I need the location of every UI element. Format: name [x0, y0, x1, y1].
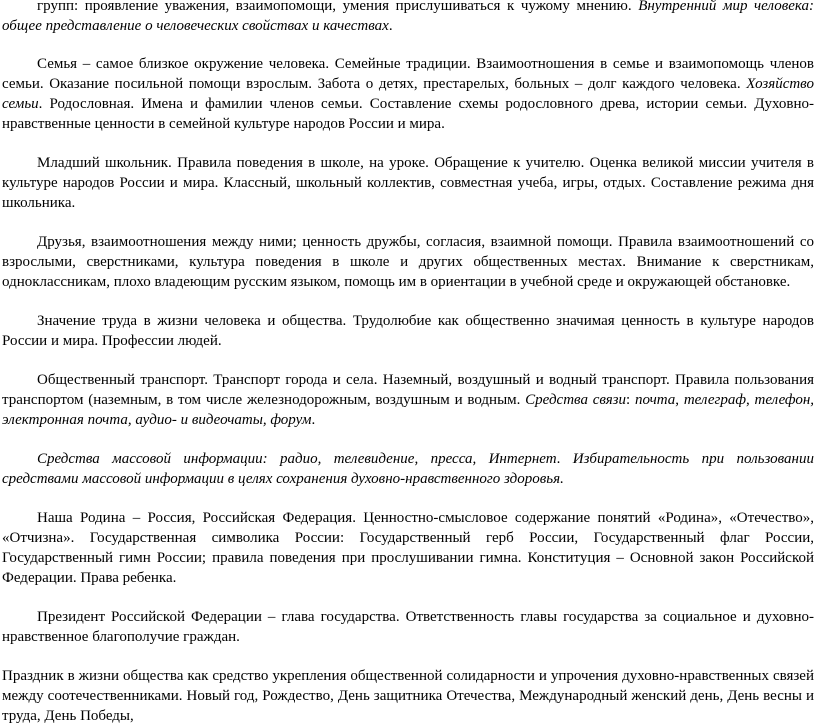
paragraph-groups	[2, 0, 814, 36]
paragraph-labor	[2, 311, 814, 351]
italic-text-segment: Средства связи	[525, 392, 627, 408]
paragraph-friends	[2, 232, 814, 292]
text-segment: ,	[746, 392, 755, 408]
italic-text-segment: Средства массовой информации: радио, телевидение, пресса, Интернет	[37, 451, 557, 467]
paragraph-family	[2, 54, 814, 134]
text-segment: ,	[675, 392, 684, 408]
text-segment: .	[556, 451, 573, 467]
text-segment: Президент Российской Федерации – глава государства. Ответственность главы государства за социальное и духовно-нравственное благополучие граждан.	[2, 609, 814, 645]
italic-text-segment: телеграф	[683, 392, 747, 408]
italic-text-segment: Хозяйство семьи	[2, 76, 814, 112]
italic-text-segment: Избирательность при пользовании средствами массовой информации в целях сохранения духовно-нравственного здоровья.	[2, 451, 814, 487]
text-segment: Друзья, взаимоотношения между ними; ценность дружбы, согласия, взаимной помощи. Правила взаимоотношений со взрослыми, сверстниками, культура поведения в школе и других общественных местах. Внимание к сверстникам, одноклассникам, плохо владеющим русским языком, помощь им в ориентации в учебной среде и окружающей обстановке.	[2, 234, 814, 290]
text-segment: Младший школьник. Правила поведения в школе, на уроке. Обращение к учителю. Оценка великой миссии учителя в культуре народов России и мира. Классный, школьный коллектив, совместная учеба, игры, отдых. Составление режима дня школьника.	[2, 155, 814, 211]
text-segment: Наша Родина – Россия, Российская Федерация. Ценностно-смысловое содержание понятий «Родина», «Отечество», «Отчизна». Государственная символика России: Государственный герб России, Государственный флаг России, Государственный гимн России; правила поведения при прослушивании гимна. Конституция – Основной закон Российской Федерации. Права ребенка.	[2, 510, 814, 586]
text-segment: .	[388, 18, 393, 34]
text-segment: Общественный транспорт. Транспорт города и села. Наземный, воздушный и водный транспорт. Правила пользования транспортом (наземным, в том числе железнодорожным, воздушным и водным.	[2, 372, 814, 408]
paragraph-school	[2, 153, 814, 213]
italic-text-segment: Внутренний мир человека: общее представление о человеческих свойствах и качествах	[2, 0, 814, 34]
italic-text-segment: почта	[634, 392, 676, 408]
text-segment: Значение труда в жизни человека и общества. Трудолюбие как общественно значимая ценность в культуре народов России и мира. Профессии людей.	[2, 313, 814, 349]
text-segment: .	[311, 412, 316, 428]
italic-text-segment: телефон, электронная почта, аудио- и видеочаты, форум	[2, 392, 815, 428]
paragraph-holidays	[2, 666, 814, 726]
text-segment: . Родословная. Имена и фамилии членов семьи. Составление схемы родословного древа, истории семьи. Духовно-нравственные ценности в семейной культуре народов России и мира.	[2, 96, 814, 132]
text-segment: Праздник в жизни общества как средство укрепления общественной солидарности и упрочения духовно-нравственных связей между соотечественниками. Новый год, Рождество, День защитника Отечества, Международный женский день, День весны и труда, День Победы,	[2, 668, 814, 724]
paragraph-transport	[2, 370, 814, 430]
paragraph-media	[2, 449, 814, 489]
paragraph-homeland	[2, 508, 814, 588]
text-segment: групп: проявление уважения, взаимопомощи, умения прислушиваться к чужому мнению.	[37, 0, 639, 14]
text-segment: Семья – самое близкое окружение человека. Семейные традиции. Взаимоотношения в семье и взаимопомощь членов семьи. Оказание посильной помощи взрослым. Забота о детях, престарелых, больных – долг каждого человека.	[2, 56, 814, 92]
text-segment: :	[626, 392, 635, 408]
paragraph-president	[2, 607, 814, 647]
